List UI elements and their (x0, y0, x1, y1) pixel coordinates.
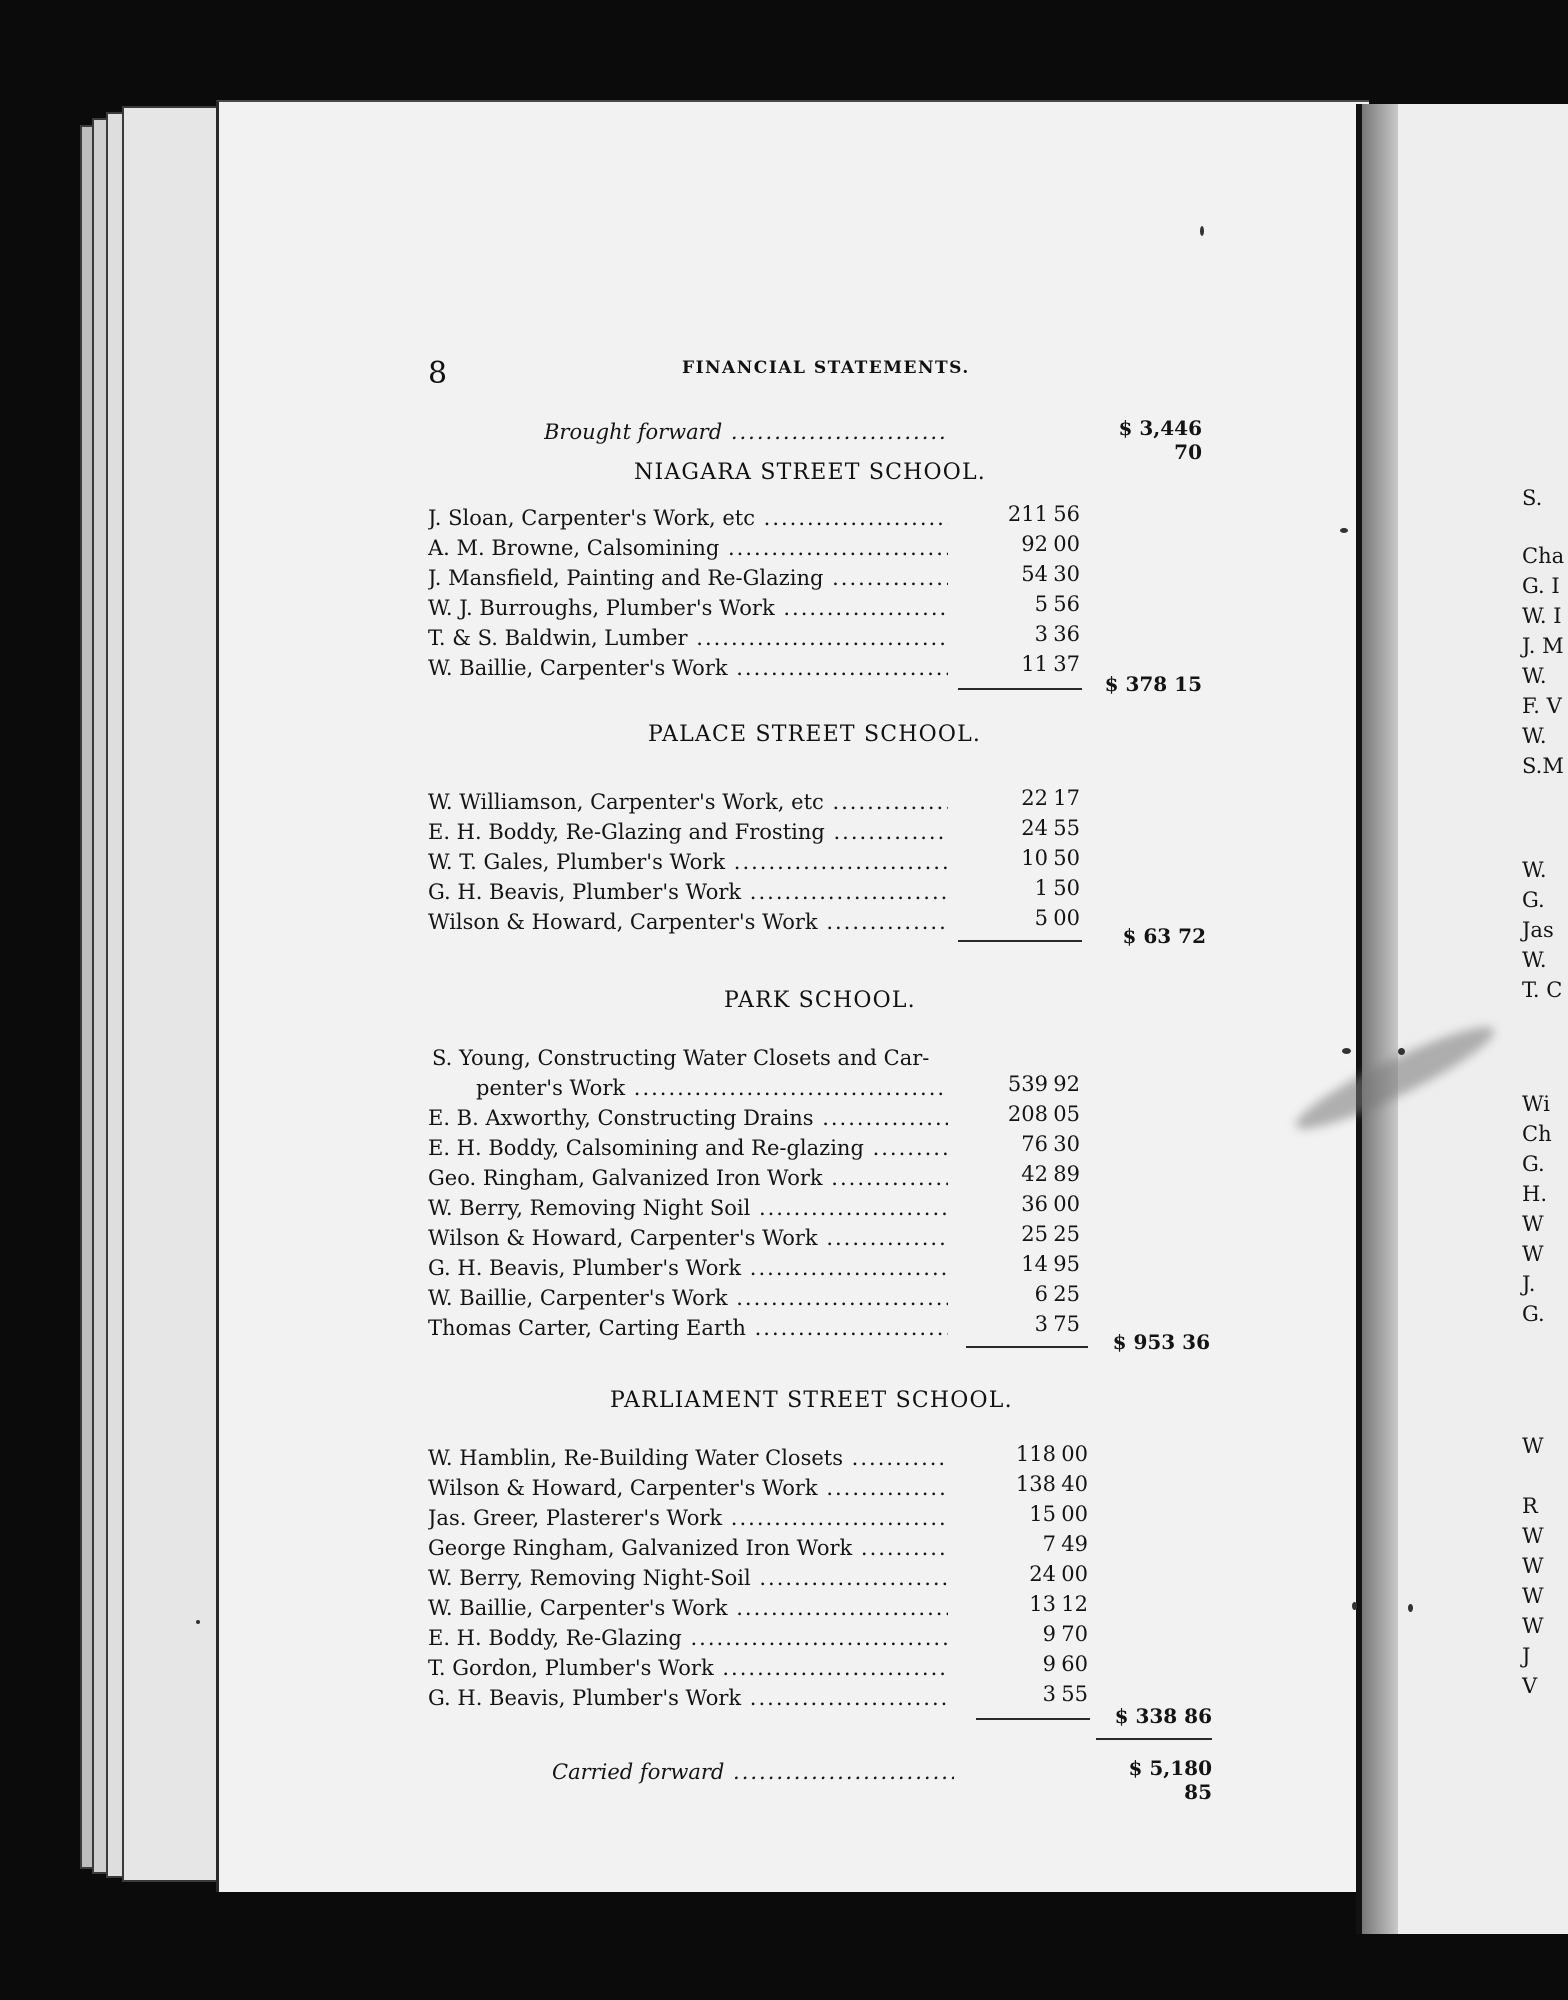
grand-total-rule (1096, 1738, 1212, 1740)
amount-dollars: 9 (1042, 1652, 1056, 1676)
sum-rule (976, 1718, 1090, 1720)
sum-rule (958, 940, 1082, 942)
ledger-entry: George Ringham, Galvanized Iron Work ..... (428, 1536, 948, 1560)
amount-dollars: 54 (1021, 562, 1048, 586)
facing-page-fragment: H. (1522, 1182, 1547, 1206)
amount-cents: 00 (1053, 532, 1080, 556)
running-title: FINANCIAL STATEMENTS. (682, 358, 970, 378)
amount-dollars: 539 (1007, 1072, 1048, 1096)
ledger-entry: J. Mansfield, Painting and Re-Glazing ..... (428, 566, 948, 590)
amount-cents: 00 (1061, 1562, 1088, 1586)
facing-page-fragment: R (1522, 1494, 1538, 1518)
amount-dollars: 5 (1034, 906, 1048, 930)
ledger-entry: W. Baillie, Carpenter's Work ..... (428, 656, 948, 680)
ledger-entry: Geo. Ringham, Galvanized Iron Work ..... (428, 1166, 948, 1190)
ledger-entry: Jas. Greer, Plasterer's Work ..... (428, 1506, 948, 1530)
amount-dollars: 36 (1021, 1192, 1048, 1216)
facing-page-fragment: W (1522, 1614, 1544, 1638)
facing-page-fragment: W (1522, 1434, 1544, 1458)
facing-page-fragment: J. M (1522, 634, 1564, 658)
amount-cents: 75 (1053, 1312, 1080, 1336)
facing-page-fragment: Cha (1522, 544, 1565, 568)
facing-page-fragment: T. C (1522, 978, 1563, 1002)
amount-cents: 17 (1053, 786, 1080, 810)
amount-cents: 30 (1053, 562, 1080, 586)
ledger-entry: Wilson & Howard, Carpenter's Work ..... (428, 1226, 948, 1250)
facing-page (1398, 104, 1568, 1934)
ledger-entry: W. Berry, Removing Night-Soil ..... (428, 1566, 948, 1590)
ledger-entry: E. B. Axworthy, Constructing Drains ..... (428, 1106, 948, 1130)
amount-dollars: 24 (1021, 816, 1048, 840)
ledger-entry: Thomas Carter, Carting Earth ..... (428, 1316, 948, 1340)
section-title: NIAGARA STREET SCHOOL. (634, 460, 986, 485)
ledger-entry: A. M. Browne, Calsomining ..... (428, 536, 948, 560)
ledger-entry: Wilson & Howard, Carpenter's Work ..... (428, 910, 948, 934)
amount-dollars: 15 (1029, 1502, 1056, 1526)
facing-page-fragment: F. V (1522, 694, 1562, 718)
carried-forward-label: Carried forward ..... (552, 1760, 954, 1784)
amount-cents: 25 (1053, 1222, 1080, 1246)
ink-speck (196, 1620, 200, 1624)
amount-cents: 36 (1053, 622, 1080, 646)
facing-page-fragment: W (1522, 1242, 1544, 1266)
amount-cents: 89 (1053, 1162, 1080, 1186)
amount-dollars: 118 (1015, 1442, 1056, 1466)
amount-dollars: 25 (1021, 1222, 1048, 1246)
ink-speck (1200, 226, 1204, 236)
ledger-entry: T. & S. Baldwin, Lumber ..... (428, 626, 948, 650)
facing-page-fragment: S. (1522, 486, 1543, 510)
section-title: PALACE STREET SCHOOL. (648, 722, 982, 747)
amount-dollars: 5 (1034, 592, 1048, 616)
amount-cents: 55 (1061, 1682, 1088, 1706)
section-total: $ 338 86 (1114, 1704, 1212, 1728)
section-title: PARK SCHOOL. (724, 988, 916, 1013)
amount-cents: 60 (1061, 1652, 1088, 1676)
facing-page-fragment: W. (1522, 948, 1547, 972)
facing-page-fragment: Wi (1522, 1092, 1550, 1116)
amount-cents: 56 (1053, 502, 1080, 526)
ledger-entry: W. J. Burroughs, Plumber's Work ..... (428, 596, 948, 620)
facing-page-fragment: W (1522, 1524, 1544, 1548)
ledger-entry: Wilson & Howard, Carpenter's Work ..... (428, 1476, 948, 1500)
facing-page-fragment: W. (1522, 858, 1547, 882)
brought-forward-total: $ 3,446 70 (1118, 416, 1202, 464)
amount-cents: 70 (1061, 1622, 1088, 1646)
ledger-entry: W. Hamblin, Re-Building Water Closets ..... (428, 1446, 948, 1470)
facing-page-fragment: G. I (1522, 574, 1560, 598)
amount-cents: 37 (1053, 652, 1080, 676)
amount-dollars: 14 (1021, 1252, 1048, 1276)
facing-page-fragment: G. (1522, 888, 1545, 912)
amount-dollars: 76 (1021, 1132, 1048, 1156)
amount-cents: 00 (1061, 1502, 1088, 1526)
amount-dollars: 9 (1042, 1622, 1056, 1646)
book-gutter (1362, 104, 1398, 1934)
ledger-entry: G. H. Beavis, Plumber's Work ..... (428, 1686, 948, 1710)
amount-cents: 56 (1053, 592, 1080, 616)
ledger-entry: T. Gordon, Plumber's Work ..... (428, 1656, 948, 1680)
facing-page-fragment: W. (1522, 724, 1547, 748)
amount-cents: 30 (1053, 1132, 1080, 1156)
facing-page-fragment: V (1522, 1674, 1538, 1698)
ledger-entry: W. Williamson, Carpenter's Work, etc ..... (428, 790, 948, 814)
amount-cents: 25 (1053, 1282, 1080, 1306)
facing-page-fragment: G. (1522, 1302, 1545, 1326)
ledger-entry: E. H. Boddy, Re-Glazing ..... (428, 1626, 948, 1650)
amount-dollars: 24 (1029, 1562, 1056, 1586)
facing-page-fragment: W. I (1522, 604, 1562, 628)
amount-cents: 50 (1053, 876, 1080, 900)
amount-cents: 92 (1053, 1072, 1080, 1096)
amount-dollars: 7 (1042, 1532, 1056, 1556)
section-total: $ 63 72 (1122, 924, 1206, 948)
facing-page-fragment: W. (1522, 664, 1547, 688)
ledger-entry: E. H. Boddy, Re-Glazing and Frosting ..... (428, 820, 948, 844)
ink-speck (1408, 1604, 1413, 1612)
amount-cents: 50 (1053, 846, 1080, 870)
carried-forward-total: $ 5,180 85 (1128, 1756, 1212, 1804)
amount-dollars: 3 (1042, 1682, 1056, 1706)
amount-dollars: 10 (1021, 846, 1048, 870)
amount-dollars: 138 (1015, 1472, 1056, 1496)
ledger-entry: W. Baillie, Carpenter's Work ..... (428, 1596, 948, 1620)
ledger-entry: penter's Work ..... (476, 1076, 948, 1100)
ledger-entry: E. H. Boddy, Calsomining and Re-glazing ..... (428, 1136, 948, 1160)
amount-cents: 05 (1053, 1102, 1080, 1126)
ink-speck (1352, 1602, 1357, 1610)
facing-page-fragment: J (1522, 1644, 1531, 1668)
facing-page-fragment: S.M (1522, 754, 1564, 778)
ledger-entry: G. H. Beavis, Plumber's Work ..... (428, 1256, 948, 1280)
amount-dollars: 13 (1029, 1592, 1056, 1616)
amount-cents: 00 (1061, 1442, 1088, 1466)
facing-page-fragment: G. (1522, 1152, 1545, 1176)
page-number: 8 (428, 356, 448, 391)
amount-dollars: 208 (1007, 1102, 1048, 1126)
ledger-entry: G. H. Beavis, Plumber's Work ..... (428, 880, 948, 904)
amount-cents: 95 (1053, 1252, 1080, 1276)
facing-page-fragment: Ch (1522, 1122, 1552, 1146)
amount-cents: 55 (1053, 816, 1080, 840)
amount-dollars: 3 (1034, 622, 1048, 646)
amount-cents: 49 (1061, 1532, 1088, 1556)
amount-dollars: 3 (1034, 1312, 1048, 1336)
amount-cents: 12 (1061, 1592, 1088, 1616)
facing-page-fragment: J. (1522, 1272, 1536, 1296)
amount-dollars: 1 (1034, 876, 1048, 900)
brought-forward-label: Brought forward ..... (544, 420, 944, 444)
amount-cents: 00 (1053, 906, 1080, 930)
ledger-entry: W. Berry, Removing Night Soil ..... (428, 1196, 948, 1220)
amount-dollars: 92 (1021, 532, 1048, 556)
amount-dollars: 6 (1034, 1282, 1048, 1306)
ink-speck (1340, 528, 1348, 533)
facing-page-fragment: Jas (1522, 918, 1554, 942)
amount-cents: 00 (1053, 1192, 1080, 1216)
ink-speck (1398, 1048, 1405, 1055)
facing-page-fragment: W (1522, 1554, 1544, 1578)
ledger-entry: W. T. Gales, Plumber's Work ..... (428, 850, 948, 874)
facing-page-fragment: W (1522, 1212, 1544, 1236)
ink-speck (1342, 1048, 1351, 1054)
facing-page-fragment: W (1522, 1584, 1544, 1608)
section-total: $ 378 15 (1104, 672, 1202, 696)
amount-dollars: 22 (1021, 786, 1048, 810)
amount-dollars: 42 (1021, 1162, 1048, 1186)
section-title: PARLIAMENT STREET SCHOOL. (610, 1388, 1013, 1413)
section-total: $ 953 36 (1112, 1330, 1210, 1354)
amount-dollars: 11 (1021, 652, 1048, 676)
amount-dollars: 211 (1007, 502, 1048, 526)
ledger-entry: S. Young, Constructing Water Closets and Car- (432, 1046, 930, 1070)
ledger-entry: W. Baillie, Carpenter's Work ..... (428, 1286, 948, 1310)
amount-cents: 40 (1061, 1472, 1088, 1496)
sum-rule (966, 1346, 1088, 1348)
ledger-entry: J. Sloan, Carpenter's Work, etc ..... (428, 506, 948, 530)
sum-rule (958, 688, 1082, 690)
book-spine (1356, 104, 1362, 1934)
